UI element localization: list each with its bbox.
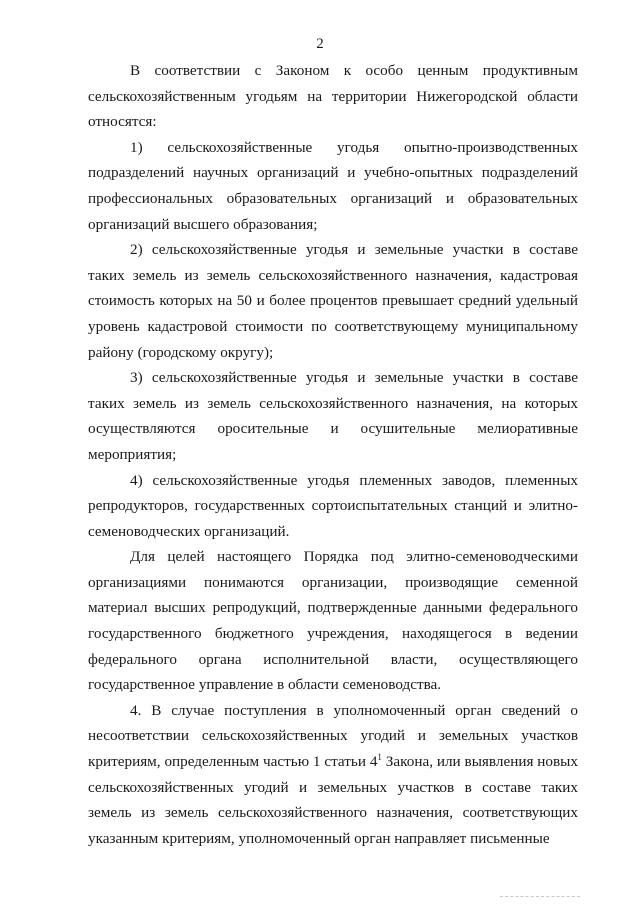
section-4-text-start: 4. В случае поступления в уполномоченный орган сведений о несоответствии сельскохозяйственных угодий и земельных участков критериям, определенным частью 1 статьи 4 [88,701,578,771]
paragraph-section-4 [88,698,578,852]
article-superscript: 1 [377,752,382,763]
paragraph-item-4: 4) сельскохозяйственные угодья племенных заводов, племенных репродукторов, государственных сортоиспытательных станций и элитно-семеноводческих организаций. [88,471,578,540]
paragraph-definition: Для целей настоящего Порядка под элитно-семеноводческими организациями понимаются организации, производящие семенной материал высших репродукций, подтвержденные данными федерального государственного бюджетного учреждения, находящегося в ведении федерального органа исполнительной власти, осуществляющего государственное управление в области семеноводства. [88,548,578,694]
page-number: 2 [316,36,324,52]
scan-artifact [500,896,580,899]
paragraph-item-3: 3) сельскохозяйственные угодья и земельные участки в составе таких земель из земель сельскохозяйственного назначения, на которых осуществляются оросительные и осушительные мелиоративные мероприятия; [88,369,578,463]
paragraph-item-2: 2) сельскохозяйственные угодья и земельные участки в составе таких земель из земель сельскохозяйственного назначения, кадастровая стоимость которых на 50 и более процентов превышает средний удельный уровень кадастровой стоимости по соответствующему муниципальному району (городскому округу); [88,241,578,361]
paragraph-intro: В соответствии с Законом к особо ценным продуктивным сельскохозяйственным угодьям на территории Нижегородской области относятся: [88,62,578,131]
paragraph-item-1: 1) сельскохозяйственные угодья опытно-производственных подразделений научных организаций и учебно-опытных подразделений профессиональных образовательных организаций и образовательных организаций высшего образования; [88,138,578,233]
document-body [88,58,578,851]
section-4-text-end: Закона, или выявления новых сельскохозяйственных угодий и земельных участков в составе таких земель из земель сельскохозяйственного назначения, соответствующих указанным критериям, уполномоченный орган направляет письменные [88,753,578,847]
